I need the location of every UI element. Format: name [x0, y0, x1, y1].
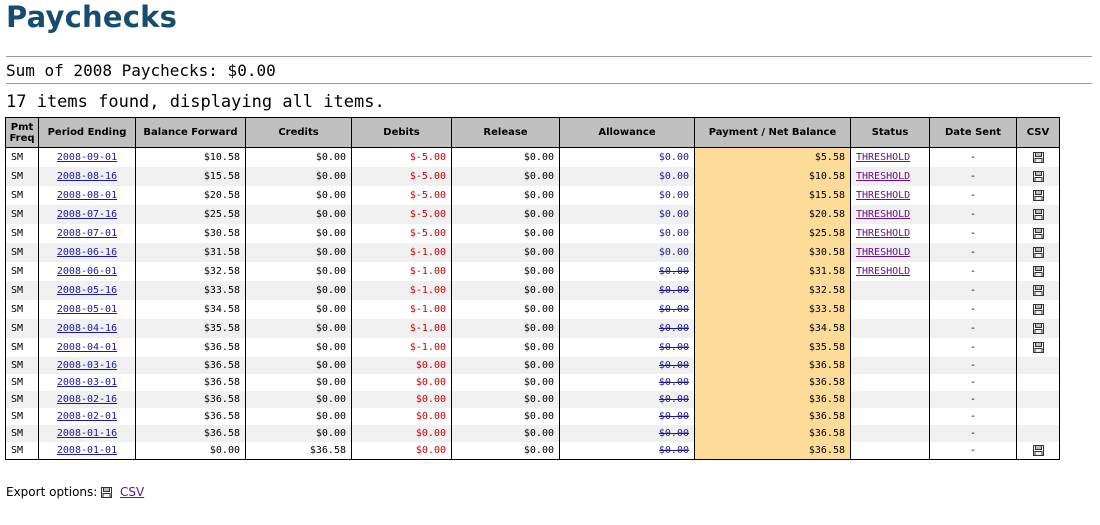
cell-date-sent: - [930, 338, 1017, 357]
floppy-disk-icon[interactable] [1033, 190, 1044, 201]
cell-debits: $-5.00 [352, 205, 452, 224]
status-threshold-link[interactable]: THRESHOLD [856, 209, 911, 220]
cell-date-sent: - [930, 408, 1017, 425]
cell-pmt-freq: SM [6, 224, 39, 243]
cell-debits: $-1.00 [352, 243, 452, 262]
paycheck-sum: Sum of 2008 Paychecks: $0.00 [6, 61, 276, 80]
cell-date-sent: - [930, 391, 1017, 408]
cell-csv [1017, 224, 1060, 243]
cell-credits: $0.00 [246, 408, 352, 425]
cell-release: $0.00 [452, 224, 560, 243]
cell-credits: $0.00 [246, 425, 352, 442]
cell-balance-forward: $10.58 [136, 148, 246, 168]
table-header-row [6, 118, 1060, 148]
period-ending-link[interactable]: 2008-06-01 [56, 266, 118, 277]
header-credits[interactable]: Credits [246, 118, 352, 148]
cell-credits: $0.00 [246, 205, 352, 224]
period-ending-link[interactable]: 2008-03-01 [56, 377, 118, 388]
cell-allowance: $0.00 [560, 186, 695, 205]
cell-credits: $0.00 [246, 374, 352, 391]
cell-pmt-freq: SM [6, 391, 39, 408]
table-row [6, 148, 1060, 168]
cell-balance-forward: $35.58 [136, 319, 246, 338]
cell-balance-forward: $36.58 [136, 408, 246, 425]
floppy-disk-icon [101, 487, 112, 498]
period-ending-link[interactable]: 2008-02-01 [56, 411, 118, 422]
cell-status [851, 374, 930, 391]
header-balance-forward[interactable]: Balance Forward [136, 118, 246, 148]
header-allowance[interactable]: Allowance [560, 118, 695, 148]
cell-debits: $0.00 [352, 442, 452, 460]
cell-csv [1017, 205, 1060, 224]
table-row [6, 374, 1060, 391]
cell-balance-forward: $36.58 [136, 391, 246, 408]
cell-credits: $36.58 [246, 442, 352, 460]
cell-csv [1017, 167, 1060, 186]
cell-pmt-freq: SM [6, 148, 39, 168]
table-row [6, 167, 1060, 186]
paychecks-table [5, 117, 1060, 460]
cell-date-sent: - [930, 224, 1017, 243]
cell-credits: $0.00 [246, 243, 352, 262]
period-ending-link[interactable]: 2008-07-01 [56, 228, 118, 239]
cell-pmt-freq: SM [6, 319, 39, 338]
cell-debits: $0.00 [352, 391, 452, 408]
period-ending-link[interactable]: 2008-04-16 [56, 323, 118, 334]
header-debits[interactable]: Debits [352, 118, 452, 148]
cell-credits: $0.00 [246, 262, 352, 281]
items-found-text: 17 items found, displaying all items. [6, 92, 385, 112]
divider-top [6, 56, 1092, 57]
cell-status [851, 425, 930, 442]
cell-credits: $0.00 [246, 357, 352, 374]
cell-payment-net-balance: $5.58 [695, 148, 851, 168]
cell-allowance: $0.00 [560, 300, 695, 319]
header-pmt-freq[interactable]: Pmt Freq [6, 118, 39, 148]
cell-allowance: $0.00 [560, 262, 695, 281]
cell-pmt-freq: SM [6, 243, 39, 262]
cell-balance-forward: $30.58 [136, 224, 246, 243]
floppy-disk-icon[interactable] [1033, 323, 1044, 334]
cell-release: $0.00 [452, 374, 560, 391]
period-ending-link[interactable]: 2008-04-01 [56, 342, 118, 353]
cell-period-ending [39, 338, 136, 357]
cell-balance-forward: $36.58 [136, 374, 246, 391]
cell-date-sent: - [930, 425, 1017, 442]
table-row [6, 281, 1060, 300]
cell-release: $0.00 [452, 425, 560, 442]
cell-csv [1017, 319, 1060, 338]
cell-payment-net-balance: $32.58 [695, 281, 851, 300]
cell-period-ending [39, 425, 136, 442]
cell-credits: $0.00 [246, 319, 352, 338]
cell-balance-forward: $34.58 [136, 300, 246, 319]
cell-pmt-freq: SM [6, 408, 39, 425]
cell-period-ending [39, 357, 136, 374]
cell-date-sent: - [930, 319, 1017, 338]
cell-credits: $0.00 [246, 224, 352, 243]
cell-status [851, 167, 930, 186]
cell-status [851, 243, 930, 262]
cell-period-ending [39, 374, 136, 391]
cell-date-sent: - [930, 148, 1017, 168]
cell-csv [1017, 186, 1060, 205]
table-row [6, 224, 1060, 243]
cell-status [851, 205, 930, 224]
header-csv[interactable]: CSV [1017, 118, 1060, 148]
cell-balance-forward: $31.58 [136, 243, 246, 262]
cell-csv [1017, 338, 1060, 357]
table-row [6, 300, 1060, 319]
cell-allowance: $0.00 [560, 281, 695, 300]
status-threshold-link[interactable]: THRESHOLD [856, 190, 911, 201]
cell-release: $0.00 [452, 391, 560, 408]
cell-period-ending [39, 243, 136, 262]
cell-debits: $-1.00 [352, 300, 452, 319]
cell-period-ending [39, 224, 136, 243]
cell-debits: $-5.00 [352, 186, 452, 205]
cell-pmt-freq: SM [6, 262, 39, 281]
cell-pmt-freq: SM [6, 186, 39, 205]
status-threshold-link[interactable]: THRESHOLD [856, 171, 911, 182]
cell-debits: $0.00 [352, 374, 452, 391]
cell-payment-net-balance: $36.58 [695, 442, 851, 460]
cell-date-sent: - [930, 357, 1017, 374]
cell-csv [1017, 408, 1060, 425]
export-csv-link[interactable]: CSV [120, 485, 145, 499]
cell-allowance: $0.00 [560, 243, 695, 262]
cell-release: $0.00 [452, 281, 560, 300]
export-options [6, 485, 144, 499]
cell-balance-forward: $33.58 [136, 281, 246, 300]
cell-release: $0.00 [452, 357, 560, 374]
cell-payment-net-balance: $36.58 [695, 408, 851, 425]
cell-period-ending [39, 186, 136, 205]
cell-status [851, 391, 930, 408]
period-ending-link[interactable]: 2008-02-16 [56, 394, 118, 405]
header-period-ending[interactable]: Period Ending [39, 118, 136, 148]
cell-pmt-freq: SM [6, 167, 39, 186]
cell-payment-net-balance: $31.58 [695, 262, 851, 281]
cell-release: $0.00 [452, 148, 560, 168]
cell-period-ending [39, 442, 136, 460]
cell-date-sent: - [930, 374, 1017, 391]
table-row [6, 319, 1060, 338]
table-row [6, 205, 1060, 224]
cell-csv [1017, 374, 1060, 391]
cell-allowance: $0.00 [560, 224, 695, 243]
cell-balance-forward: $0.00 [136, 442, 246, 460]
period-ending-link[interactable]: 2008-06-16 [56, 247, 118, 258]
cell-status [851, 262, 930, 281]
cell-allowance: $0.00 [560, 167, 695, 186]
cell-debits: $0.00 [352, 408, 452, 425]
cell-date-sent: - [930, 167, 1017, 186]
period-ending-link[interactable]: 2008-03-16 [56, 360, 118, 371]
cell-pmt-freq: SM [6, 374, 39, 391]
cell-payment-net-balance: $15.58 [695, 186, 851, 205]
cell-status [851, 408, 930, 425]
period-ending-link[interactable]: 2008-01-01 [56, 445, 118, 456]
cell-release: $0.00 [452, 338, 560, 357]
cell-credits: $0.00 [246, 391, 352, 408]
cell-balance-forward: $25.58 [136, 205, 246, 224]
cell-status [851, 442, 930, 460]
period-ending-link[interactable]: 2008-08-16 [56, 171, 118, 182]
cell-credits: $0.00 [246, 148, 352, 168]
page-title: Paychecks [6, 0, 178, 34]
table-row [6, 391, 1060, 408]
cell-status [851, 148, 930, 168]
cell-period-ending [39, 300, 136, 319]
period-ending-link[interactable]: 2008-09-01 [56, 152, 118, 163]
cell-status [851, 300, 930, 319]
cell-status [851, 357, 930, 374]
table-row [6, 338, 1060, 357]
cell-payment-net-balance: $36.58 [695, 357, 851, 374]
cell-payment-net-balance: $10.58 [695, 167, 851, 186]
cell-allowance: $0.00 [560, 391, 695, 408]
table-row [6, 262, 1060, 281]
cell-payment-net-balance: $36.58 [695, 425, 851, 442]
cell-debits: $-1.00 [352, 319, 452, 338]
floppy-disk-icon[interactable] [1033, 304, 1044, 315]
table-row [6, 186, 1060, 205]
cell-allowance: $0.00 [560, 374, 695, 391]
cell-pmt-freq: SM [6, 300, 39, 319]
cell-pmt-freq: SM [6, 442, 39, 460]
cell-payment-net-balance: $35.58 [695, 338, 851, 357]
cell-csv [1017, 357, 1060, 374]
cell-period-ending [39, 205, 136, 224]
cell-period-ending [39, 281, 136, 300]
cell-balance-forward: $36.58 [136, 338, 246, 357]
cell-date-sent: - [930, 442, 1017, 460]
cell-csv [1017, 243, 1060, 262]
cell-debits: $-5.00 [352, 148, 452, 168]
cell-payment-net-balance: $36.58 [695, 391, 851, 408]
cell-pmt-freq: SM [6, 281, 39, 300]
cell-status [851, 186, 930, 205]
table-row [6, 425, 1060, 442]
cell-debits: $-1.00 [352, 281, 452, 300]
floppy-disk-icon[interactable] [1033, 445, 1044, 456]
cell-date-sent: - [930, 281, 1017, 300]
cell-credits: $0.00 [246, 300, 352, 319]
period-ending-link[interactable]: 2008-01-16 [56, 428, 118, 439]
cell-allowance: $0.00 [560, 148, 695, 168]
cell-debits: $-1.00 [352, 262, 452, 281]
header-status[interactable]: Status [851, 118, 930, 148]
divider-bottom [6, 83, 1092, 84]
cell-allowance: $0.00 [560, 319, 695, 338]
floppy-disk-icon[interactable] [1033, 285, 1044, 296]
status-threshold-link[interactable]: THRESHOLD [856, 266, 911, 277]
cell-payment-net-balance: $30.58 [695, 243, 851, 262]
period-ending-link[interactable]: 2008-08-01 [56, 190, 118, 201]
cell-allowance: $0.00 [560, 408, 695, 425]
cell-release: $0.00 [452, 442, 560, 460]
cell-status [851, 281, 930, 300]
cell-allowance: $0.00 [560, 357, 695, 374]
cell-credits: $0.00 [246, 167, 352, 186]
cell-csv [1017, 391, 1060, 408]
cell-release: $0.00 [452, 319, 560, 338]
cell-period-ending [39, 408, 136, 425]
period-ending-link[interactable]: 2008-05-16 [56, 285, 118, 296]
cell-period-ending [39, 391, 136, 408]
cell-credits: $0.00 [246, 338, 352, 357]
cell-payment-net-balance: $33.58 [695, 300, 851, 319]
cell-debits: $-1.00 [352, 338, 452, 357]
cell-csv [1017, 300, 1060, 319]
cell-period-ending [39, 167, 136, 186]
cell-debits: $-5.00 [352, 167, 452, 186]
cell-release: $0.00 [452, 300, 560, 319]
cell-balance-forward: $32.58 [136, 262, 246, 281]
cell-allowance: $0.00 [560, 205, 695, 224]
period-ending-link[interactable]: 2008-07-16 [56, 209, 118, 220]
cell-allowance: $0.00 [560, 442, 695, 460]
export-options-label: Export options: [6, 485, 98, 499]
table-row [6, 243, 1060, 262]
cell-date-sent: - [930, 243, 1017, 262]
cell-balance-forward: $20.58 [136, 186, 246, 205]
cell-pmt-freq: SM [6, 357, 39, 374]
cell-balance-forward: $36.58 [136, 425, 246, 442]
cell-csv [1017, 442, 1060, 460]
cell-period-ending [39, 319, 136, 338]
status-threshold-link[interactable]: THRESHOLD [856, 247, 911, 258]
cell-payment-net-balance: $20.58 [695, 205, 851, 224]
cell-release: $0.00 [452, 408, 560, 425]
cell-period-ending [39, 148, 136, 168]
cell-date-sent: - [930, 262, 1017, 281]
floppy-disk-icon[interactable] [1033, 228, 1044, 239]
cell-allowance: $0.00 [560, 425, 695, 442]
status-threshold-link[interactable]: THRESHOLD [856, 152, 911, 163]
cell-payment-net-balance: $34.58 [695, 319, 851, 338]
header-release[interactable]: Release [452, 118, 560, 148]
cell-csv [1017, 425, 1060, 442]
cell-pmt-freq: SM [6, 205, 39, 224]
cell-payment-net-balance: $36.58 [695, 374, 851, 391]
cell-status [851, 338, 930, 357]
status-threshold-link[interactable]: THRESHOLD [856, 228, 911, 239]
cell-payment-net-balance: $25.58 [695, 224, 851, 243]
cell-release: $0.00 [452, 205, 560, 224]
cell-csv [1017, 281, 1060, 300]
floppy-disk-icon[interactable] [1033, 171, 1044, 182]
cell-balance-forward: $15.58 [136, 167, 246, 186]
cell-debits: $-5.00 [352, 224, 452, 243]
cell-csv [1017, 262, 1060, 281]
cell-pmt-freq: SM [6, 338, 39, 357]
cell-debits: $0.00 [352, 357, 452, 374]
cell-date-sent: - [930, 205, 1017, 224]
floppy-disk-icon[interactable] [1033, 152, 1044, 163]
cell-date-sent: - [930, 186, 1017, 205]
cell-release: $0.00 [452, 167, 560, 186]
cell-date-sent: - [930, 300, 1017, 319]
cell-credits: $0.00 [246, 281, 352, 300]
table-row [6, 408, 1060, 425]
cell-release: $0.00 [452, 186, 560, 205]
cell-period-ending [39, 262, 136, 281]
cell-balance-forward: $36.58 [136, 357, 246, 374]
table-row [6, 357, 1060, 374]
period-ending-link[interactable]: 2008-05-01 [56, 304, 118, 315]
cell-release: $0.00 [452, 262, 560, 281]
cell-debits: $0.00 [352, 425, 452, 442]
cell-pmt-freq: SM [6, 425, 39, 442]
cell-allowance: $0.00 [560, 338, 695, 357]
floppy-disk-icon[interactable] [1033, 342, 1044, 353]
cell-csv [1017, 148, 1060, 168]
header-date-sent[interactable]: Date Sent [930, 118, 1017, 148]
floppy-disk-icon[interactable] [1033, 247, 1044, 258]
cell-status [851, 224, 930, 243]
header-payment-net-balance[interactable]: Payment / Net Balance [695, 118, 851, 148]
cell-release: $0.00 [452, 243, 560, 262]
floppy-disk-icon[interactable] [1033, 209, 1044, 220]
table-row [6, 442, 1060, 460]
cell-credits: $0.00 [246, 186, 352, 205]
cell-status [851, 319, 930, 338]
floppy-disk-icon[interactable] [1033, 266, 1044, 277]
